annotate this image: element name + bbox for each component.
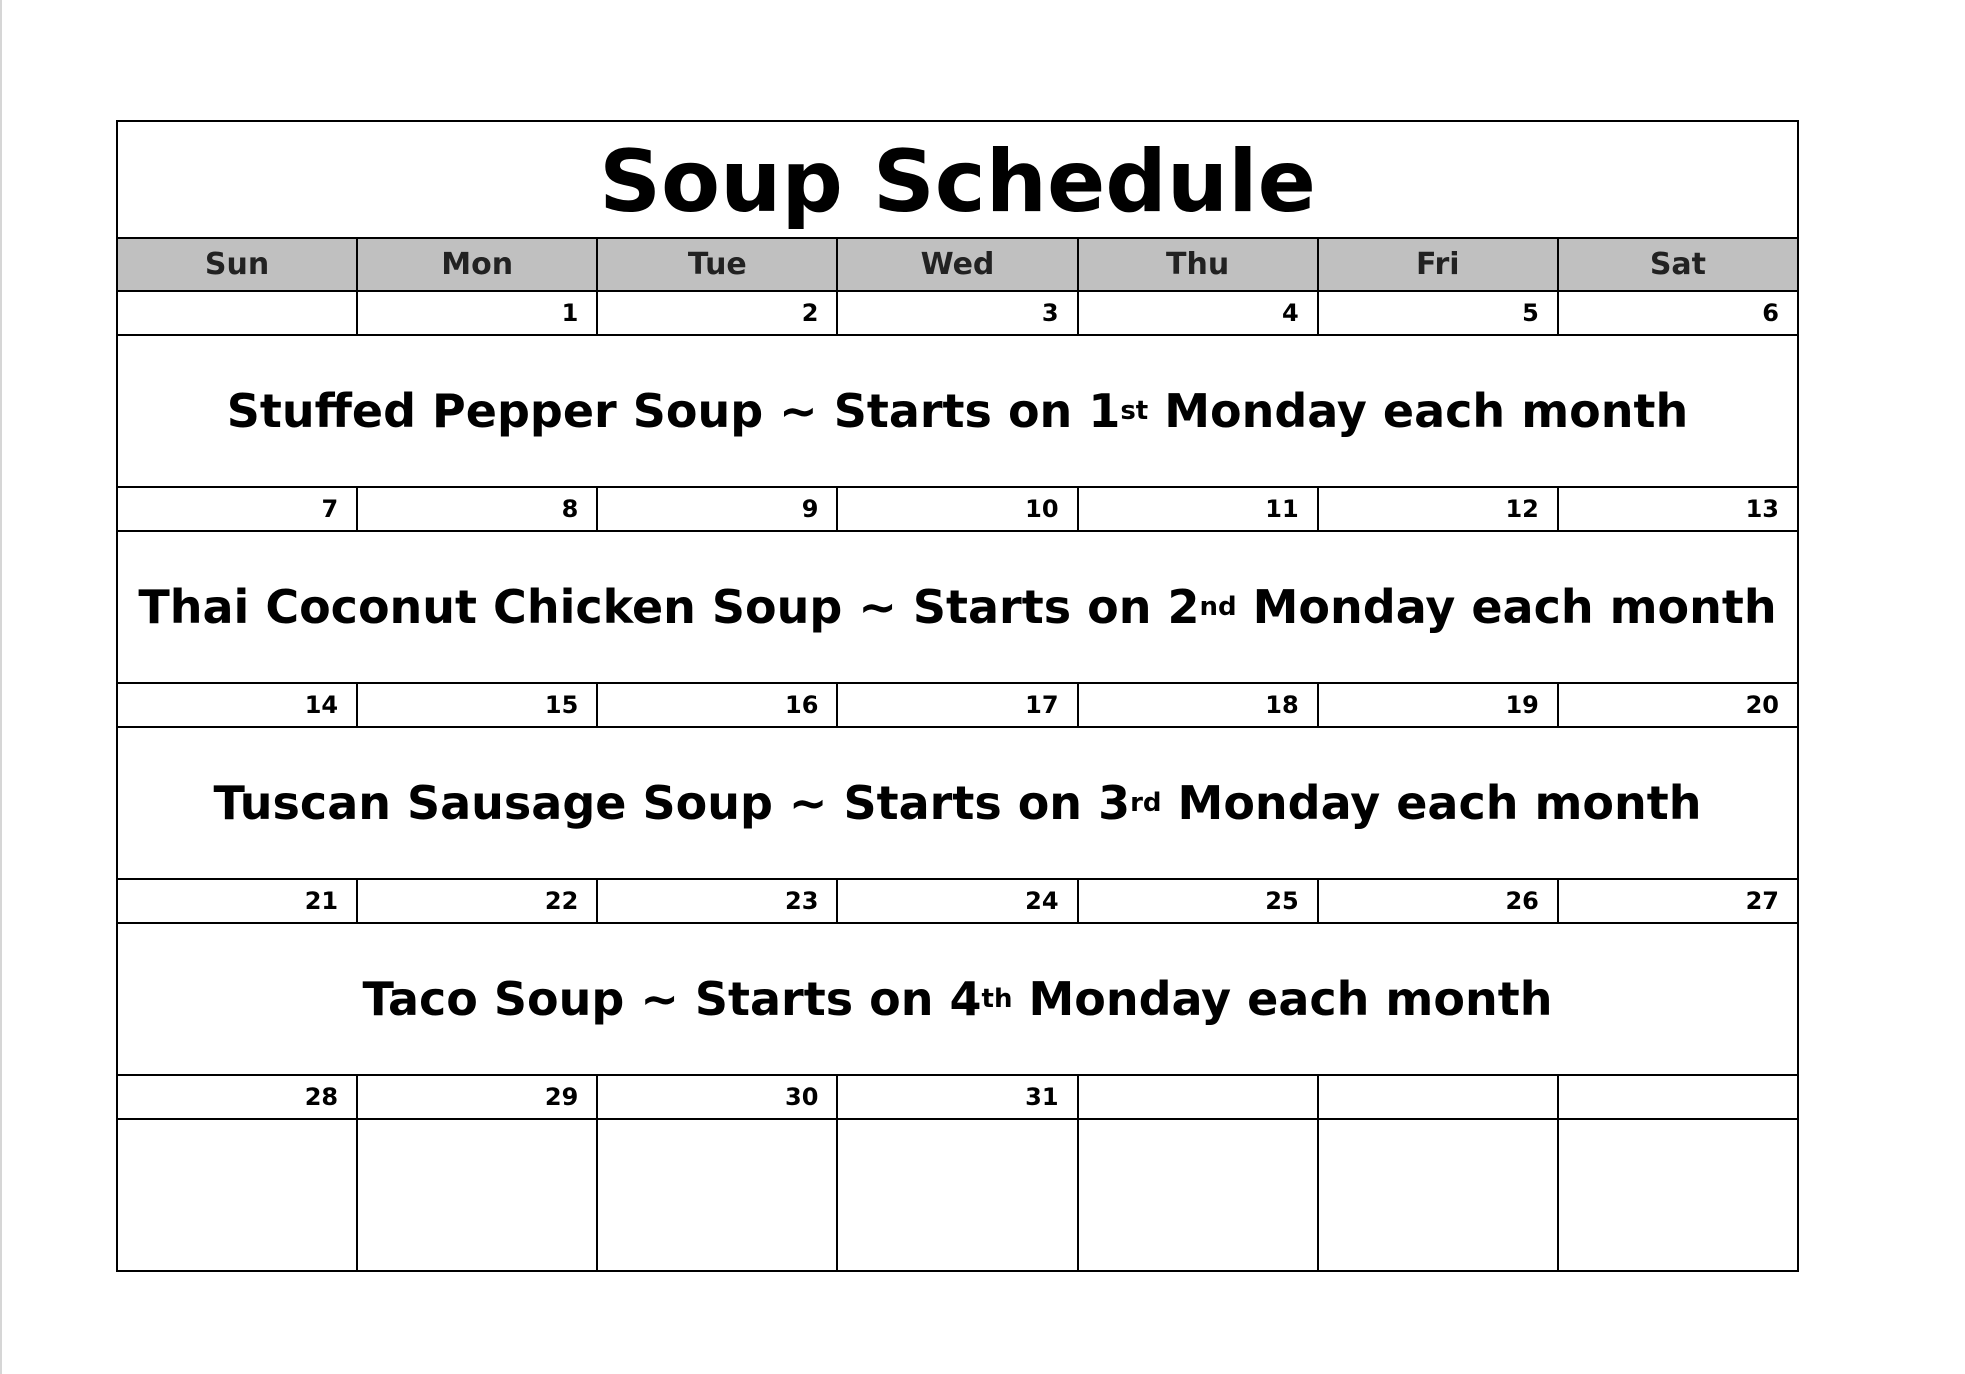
date-cell: 27 bbox=[1745, 887, 1779, 915]
date-cell bbox=[1319, 1076, 1559, 1118]
weekday-sun: Sun bbox=[118, 239, 358, 290]
ordinal-number: 2 bbox=[1167, 580, 1200, 634]
banner-separator: ~ Starts on bbox=[763, 384, 1089, 438]
date-cell: 28 bbox=[118, 1076, 358, 1118]
day-box bbox=[598, 1120, 838, 1270]
soup-banner-week-3: Tuscan Sausage Soup ~ Starts on 3 rd Monday each month bbox=[118, 728, 1797, 880]
date-cell: 2 bbox=[598, 292, 838, 334]
day-box bbox=[1079, 1120, 1319, 1270]
page-title: Soup Schedule bbox=[599, 131, 1316, 232]
ordinal-number: 3 bbox=[1098, 776, 1131, 830]
date-cell: 18 bbox=[1079, 684, 1319, 726]
date-cell: 3 bbox=[838, 292, 1078, 334]
date-cell bbox=[1559, 1076, 1797, 1118]
date-row-week-4 bbox=[118, 880, 1797, 924]
date-cell: 24 bbox=[838, 880, 1078, 922]
weekday-sat: Sat bbox=[1649, 247, 1707, 282]
soup-name: Stuffed Pepper Soup bbox=[226, 384, 764, 438]
soup-name: Tuscan Sausage Soup bbox=[213, 776, 773, 830]
date-cell: 22 bbox=[358, 880, 598, 922]
title-row bbox=[118, 122, 1797, 239]
date-cell: 30 bbox=[598, 1076, 838, 1118]
weekday-header-row bbox=[118, 239, 1797, 292]
date-cell: 9 bbox=[598, 488, 838, 530]
banner-separator: ~ Starts on bbox=[624, 972, 950, 1026]
date-cell: 25 bbox=[1079, 880, 1319, 922]
date-cell: 17 bbox=[838, 684, 1078, 726]
page-edge bbox=[0, 0, 2, 1374]
banner-trailing: Monday each month bbox=[1161, 776, 1702, 830]
date-cell: 21 bbox=[118, 880, 358, 922]
weekday-thu: Thu bbox=[1079, 239, 1319, 290]
date-cell: 15 bbox=[358, 684, 598, 726]
date-cell: 29 bbox=[358, 1076, 598, 1118]
day-box bbox=[358, 1120, 598, 1270]
soup-banner-week-2: Thai Coconut Chicken Soup ~ Starts on 2 nd Monday each month bbox=[118, 532, 1797, 684]
date-row-week-2 bbox=[118, 488, 1797, 532]
soup-name: Taco Soup bbox=[362, 972, 625, 1026]
soup-banner-week-4: Taco Soup ~ Starts on 4 th Monday each month bbox=[118, 924, 1797, 1076]
date-cell: 4 bbox=[1079, 292, 1319, 334]
banner-separator: ~ Starts on bbox=[772, 776, 1099, 830]
date-cell: 11 bbox=[1079, 488, 1319, 530]
date-cell: 6 bbox=[1762, 299, 1779, 327]
weekday-tue: Tue bbox=[598, 239, 838, 290]
date-cell: 19 bbox=[1319, 684, 1559, 726]
date-cell: 13 bbox=[1745, 495, 1779, 523]
day-box bbox=[1559, 1120, 1797, 1270]
date-cell bbox=[118, 292, 358, 334]
ordinal-number: 4 bbox=[949, 972, 982, 1026]
date-cell: 20 bbox=[1745, 691, 1779, 719]
date-cell: 5 bbox=[1319, 292, 1559, 334]
date-row-week-3 bbox=[118, 684, 1797, 728]
banner-trailing: Monday each month bbox=[1012, 972, 1553, 1026]
ordinal-number: 1 bbox=[1088, 384, 1121, 438]
day-box bbox=[838, 1120, 1078, 1270]
soup-name: Thai Coconut Chicken Soup bbox=[138, 580, 843, 634]
banner-separator: ~ Starts on bbox=[842, 580, 1168, 634]
banner-trailing: Monday each month bbox=[1148, 384, 1689, 438]
date-row-week-5 bbox=[118, 1076, 1797, 1120]
weekday-fri: Fri bbox=[1319, 239, 1559, 290]
date-row-week-1 bbox=[118, 292, 1797, 336]
date-cell: 16 bbox=[598, 684, 838, 726]
date-cell: 8 bbox=[358, 488, 598, 530]
empty-day-row bbox=[118, 1120, 1797, 1270]
date-cell: 14 bbox=[118, 684, 358, 726]
date-cell: 1 bbox=[358, 292, 598, 334]
date-cell: 23 bbox=[598, 880, 838, 922]
date-cell bbox=[1079, 1076, 1319, 1118]
weekday-wed: Wed bbox=[838, 239, 1078, 290]
soup-schedule-calendar bbox=[116, 120, 1799, 1272]
date-cell: 26 bbox=[1319, 880, 1559, 922]
date-cell: 31 bbox=[838, 1076, 1078, 1118]
date-cell: 10 bbox=[838, 488, 1078, 530]
soup-banner-week-1: Stuffed Pepper Soup ~ Starts on 1 st Monday each month bbox=[118, 336, 1797, 488]
weekday-mon: Mon bbox=[358, 239, 598, 290]
day-box bbox=[1319, 1120, 1559, 1270]
day-box bbox=[118, 1120, 358, 1270]
date-cell: 12 bbox=[1319, 488, 1559, 530]
date-cell: 7 bbox=[118, 488, 358, 530]
banner-trailing: Monday each month bbox=[1236, 580, 1777, 634]
